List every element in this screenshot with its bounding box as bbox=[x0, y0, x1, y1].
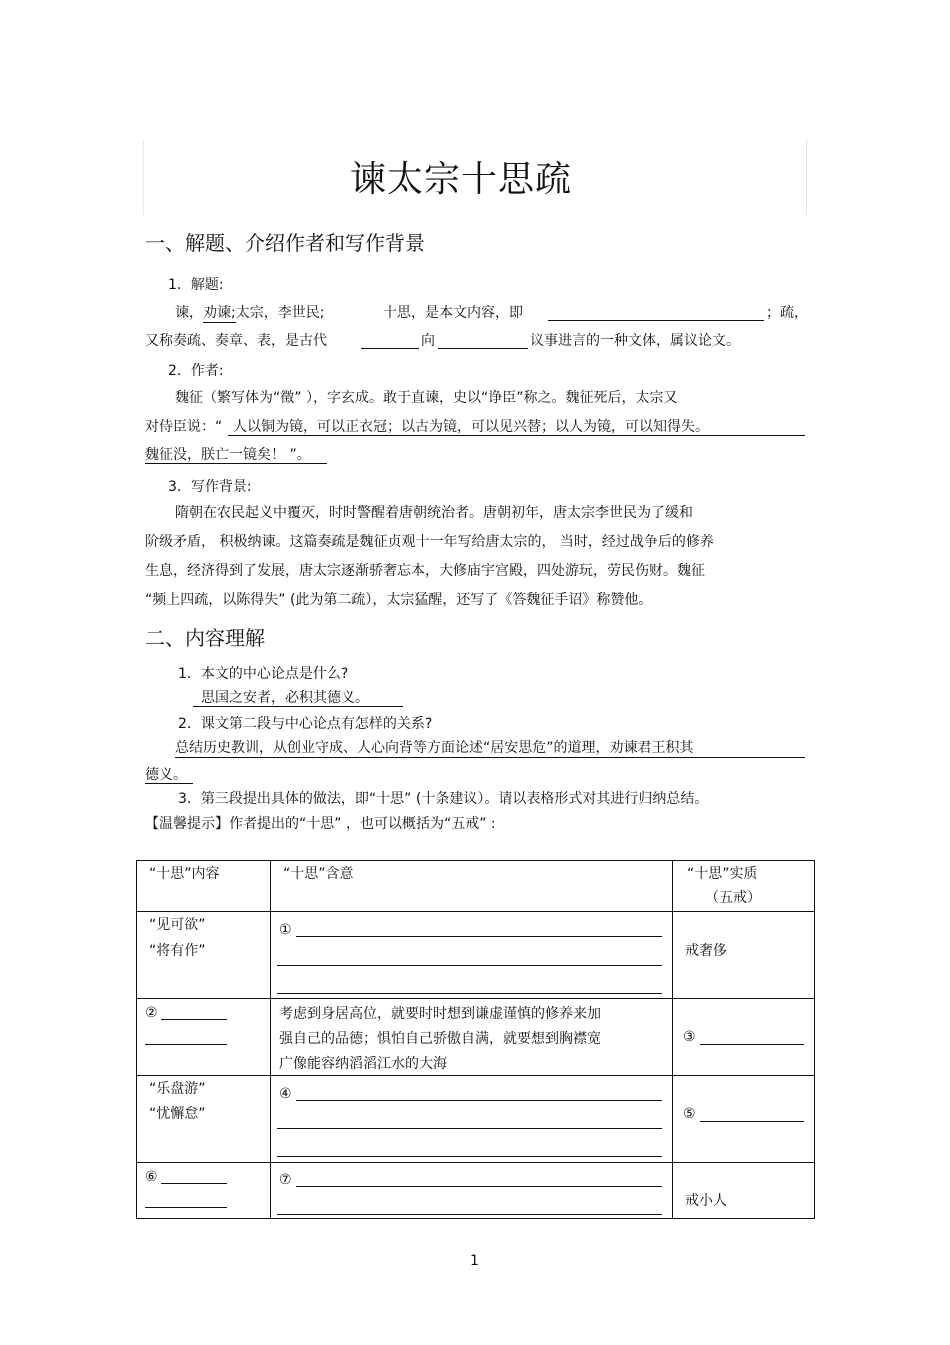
row3-meaning-blank-1[interactable] bbox=[296, 1100, 662, 1101]
item2-line2-b: 人以铜为镜，可以正衣冠；以古为镜，可以见兴替；以人为镜，可以知得失。 bbox=[233, 419, 709, 435]
row2-content-blank-2[interactable] bbox=[145, 1044, 227, 1045]
a1-underline bbox=[193, 706, 403, 707]
table-row bbox=[137, 1163, 815, 1219]
q3: 3．第三段提出具体的做法，即“十思” (十条建议）。请以表格形式对其进行归纳总结。 bbox=[178, 791, 709, 807]
row2-content-mark: ② bbox=[145, 1005, 158, 1021]
blank-receiver[interactable] bbox=[438, 348, 528, 349]
a2-line2: 德义。 bbox=[145, 767, 187, 783]
item3-label: 3．写作背景: bbox=[168, 479, 252, 495]
row2-essence-blank[interactable] bbox=[700, 1044, 804, 1045]
row1-essence: 戒奢侈 bbox=[685, 943, 727, 959]
row1-meaning-blank-1[interactable] bbox=[296, 936, 662, 937]
row3-content-2: “忧懈怠” bbox=[149, 1106, 206, 1122]
row4-meaning-blank-1[interactable] bbox=[296, 1186, 662, 1187]
row4-essence: 戒小人 bbox=[685, 1193, 727, 1209]
a2-underline-2 bbox=[145, 783, 193, 784]
row3-meaning-blank-3[interactable] bbox=[277, 1156, 662, 1157]
row4-content-mark: ⑥ bbox=[145, 1169, 158, 1185]
row1-meaning-mark: ① bbox=[279, 922, 292, 938]
item2-underline-2 bbox=[145, 463, 327, 464]
row3-meaning-blank-2[interactable] bbox=[277, 1128, 662, 1129]
item3-line2: 阶级矛盾， 积极纳谏。这篇奏疏是魏征贞观十一年写给唐太宗的， 当时，经过战争后的修养 bbox=[145, 534, 714, 550]
row3-content-1: “乐盘游” bbox=[149, 1081, 206, 1097]
row2-essence-mark: ③ bbox=[683, 1029, 696, 1045]
table-header-row bbox=[137, 861, 815, 912]
table-row bbox=[137, 999, 815, 1076]
a1: 思国之安者，必积其德义。 bbox=[201, 690, 369, 706]
item1-line2-c: 议事进言的一种文体，属议论文。 bbox=[530, 333, 740, 349]
row3-essence-blank[interactable] bbox=[700, 1121, 804, 1122]
table-row bbox=[137, 1076, 815, 1163]
q2: 2．课文第二段与中心论点有怎样的关系? bbox=[178, 716, 433, 732]
item1-text-c: 太宗，李世民; bbox=[235, 305, 325, 321]
item1-text-a: 谏， bbox=[175, 305, 203, 321]
item1-text-b: 劝谏; bbox=[203, 305, 236, 321]
header-meaning-cell bbox=[271, 861, 673, 912]
shisi-table bbox=[136, 860, 815, 1219]
item3-line3: 生息，经济得到了发展，唐太宗逐渐骄奢忘本，大修庙宇宫殿，四处游玩，劳民伤财。魏征 bbox=[145, 563, 705, 579]
row1-meaning-blank-3[interactable] bbox=[277, 993, 662, 994]
q1: 1．本文的中心论点是什么? bbox=[178, 666, 349, 682]
table-row bbox=[137, 912, 815, 999]
header-meaning: “十思”含意 bbox=[283, 866, 354, 882]
row1-content-2: “将有作” bbox=[149, 943, 206, 959]
item3-line1: 隋朝在农民起义中覆灭，时时警醒着唐朝统治者。唐朝初年，唐太宗李世民为了缓和 bbox=[175, 505, 693, 521]
header-content: “十思”内容 bbox=[149, 866, 220, 882]
a2-line1: 总结历史教训，从创业守成、人心向背等方面论述“居安思危”的道理，劝谏君王积其 bbox=[175, 740, 694, 756]
row2-content-blank-1[interactable] bbox=[161, 1019, 227, 1020]
row2-meaning-3: 广像能容纳滔滔江水的大海 bbox=[279, 1056, 447, 1072]
item1-line1-e: ；疏， bbox=[766, 305, 808, 321]
item2-label: 2．作者: bbox=[168, 363, 224, 379]
item2-line2-a: 对侍臣说：“ bbox=[145, 419, 223, 435]
row2-meaning-1: 考虑到身居高位，就要时时想到谦虚谨慎的修养来加 bbox=[279, 1006, 601, 1022]
title-left-rule bbox=[143, 140, 144, 215]
header-essence-cell bbox=[673, 861, 815, 912]
row4-meaning-blank-2[interactable] bbox=[277, 1214, 662, 1215]
section2-heading: 二、内容理解 bbox=[145, 626, 265, 650]
section1-heading: 一、解题、介绍作者和写作背景 bbox=[145, 231, 425, 255]
row2-meaning-2: 强自己的品德；惧怕自己骄傲自满，就要想到胸襟宽 bbox=[279, 1031, 601, 1047]
item3-line4: “频上四疏，以陈得失” (此为第二疏），太宗猛醒，还写了《答魏征手诏》称赞他。 bbox=[145, 592, 653, 608]
item1-line1-d: 十思，是本文内容，即 bbox=[383, 305, 523, 321]
item1-line2-b: 向 bbox=[421, 333, 435, 349]
row1-content-1: “见可欲” bbox=[149, 917, 206, 933]
title-right-rule bbox=[806, 140, 807, 215]
header-content-cell bbox=[137, 861, 271, 912]
row4-meaning-mark: ⑦ bbox=[279, 1172, 292, 1188]
item1-line2-a: 又称奏疏、奏章、表，是古代 bbox=[145, 333, 327, 349]
item1-label: 1．解题: bbox=[168, 277, 224, 293]
row4-content-blank-2[interactable] bbox=[145, 1207, 227, 1208]
item2-underline-1 bbox=[228, 435, 805, 436]
page-title: 谏太宗十思疏 bbox=[350, 159, 573, 200]
page-number: 1 bbox=[470, 1253, 479, 1269]
row4-content-blank-1[interactable] bbox=[161, 1183, 227, 1184]
header-essence: “十思”实质 bbox=[687, 866, 758, 882]
row3-essence-mark: ⑤ bbox=[683, 1106, 696, 1122]
row3-meaning-mark: ④ bbox=[279, 1086, 292, 1102]
item2-line1: 魏征（繁写体为“徵” ），字玄成。敢于直谏，史以“诤臣”称之。魏征死后，太宗又 bbox=[175, 390, 678, 406]
item1-line1 bbox=[175, 304, 324, 323]
a2-underline-1 bbox=[175, 757, 805, 758]
row1-meaning-blank-2[interactable] bbox=[277, 965, 662, 966]
blank-speaker[interactable] bbox=[361, 348, 419, 349]
blank-shisi-def[interactable] bbox=[548, 320, 764, 321]
header-essence-sub: （五戒） bbox=[705, 890, 761, 906]
item2-line3: 魏征没，朕亡一镜矣！ ”。 bbox=[145, 447, 311, 463]
tip: 【温馨提示】作者提出的“十思” ，也可以概括为“五戒” : bbox=[145, 816, 496, 832]
